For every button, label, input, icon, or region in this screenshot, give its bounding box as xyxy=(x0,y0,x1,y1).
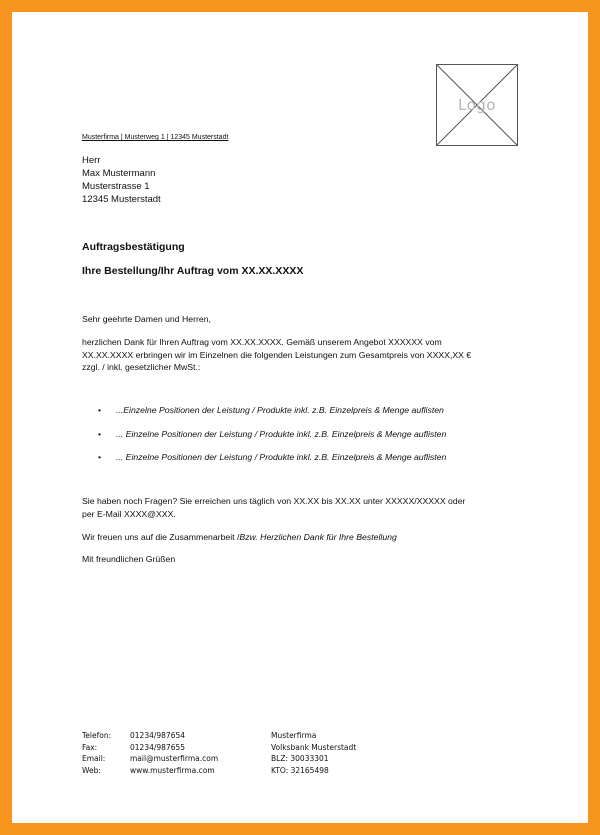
questions-paragraph xyxy=(82,495,465,520)
recipient-name: Max Mustermann xyxy=(82,168,156,179)
questions-line: per E-Mail XXXX@XXX. xyxy=(82,508,176,519)
footer-label: Web: xyxy=(82,765,101,775)
footer-bank-line: Volksbank Musterstadt xyxy=(271,742,357,752)
recipient-salutation: Herr xyxy=(82,155,101,166)
intro-paragraph xyxy=(82,336,471,374)
footer-row xyxy=(82,753,218,765)
intro-line: XX.XX.XXXX erbringen wir im Einzelnen die folgenden Leistungen zum Gesamtpreis von XXXX,XX € xyxy=(82,349,472,360)
bullet-icon: • xyxy=(98,452,102,462)
thanks-paragraph xyxy=(82,531,397,544)
intro-line: herzlichen Dank für Ihren Auftrag vom XX.XX.XXXX. Gemäß unserem Angebot XXXXXX vom xyxy=(82,337,442,347)
footer-row xyxy=(82,730,218,742)
thanks-italic-text: Bzw. Herzlichen Dank für Ihre Bestellung xyxy=(239,532,397,542)
sender-return-address: Musterfirma | Musterweg 1 | 12345 Musterstadt xyxy=(82,134,229,141)
footer-value: 01234/987655 xyxy=(130,742,186,752)
footer-label: Telefon: xyxy=(82,731,112,740)
footer-bank xyxy=(271,730,356,776)
recipient-street: Musterstrasse 1 xyxy=(82,181,150,192)
questions-line: Sie haben noch Fragen? Sie erreichen uns täglich von XX.XX bis XX.XX unter XXXXX/XXXXX oder xyxy=(82,496,466,506)
footer-value: 01234/987654 xyxy=(130,731,186,740)
greeting: Sehr geehrte Damen und Herren, xyxy=(82,314,211,324)
recipient-city: 12345 Musterstadt xyxy=(82,194,161,205)
bullet-icon: • xyxy=(98,428,102,439)
recipient-address xyxy=(82,154,161,206)
footer-label: Fax: xyxy=(82,742,98,752)
footer-contact xyxy=(82,730,218,776)
closing: Mit freundlichen Grüßen xyxy=(82,554,176,564)
logo-text: Logo xyxy=(458,96,496,114)
footer-bank-line: KTO: 32165498 xyxy=(271,765,329,775)
footer-row xyxy=(82,765,218,777)
footer-bank-line: Musterfirma xyxy=(271,731,317,740)
footer-row xyxy=(82,742,218,754)
list-item-text: ... Einzelne Positionen der Leistung / Produkte inkl. z.B. Einzelpreis & Menge auflisten xyxy=(116,452,447,462)
intro-line: zzgl. / inkl. gesetzlicher MwSt.: xyxy=(82,362,201,373)
footer-value: www.musterfirma.com xyxy=(130,765,215,775)
list-item-text: ...Einzelne Positionen der Leistung / Produkte inkl. z.B. Einzelpreis & Menge auflisten xyxy=(116,405,444,415)
thanks-text: Wir freuen uns auf die Zusammenarbeit / xyxy=(82,532,240,542)
subject-heading: Auftragsbestätigung xyxy=(82,241,185,253)
footer-value: mail@musterfirma.com xyxy=(130,754,219,764)
footer-label: Email: xyxy=(82,754,106,764)
list-item-text: ... Einzelne Positionen der Leistung / Produkte inkl. z.B. Einzelpreis & Menge auflisten xyxy=(116,428,447,439)
bullet-icon: • xyxy=(98,405,102,415)
order-reference-heading: Ihre Bestellung/Ihr Auftrag vom XX.XX.XXXX xyxy=(82,265,304,277)
letter-page xyxy=(12,12,588,823)
footer-bank-line: BLZ: 30033301 xyxy=(271,754,329,764)
logo-placeholder xyxy=(436,64,518,146)
